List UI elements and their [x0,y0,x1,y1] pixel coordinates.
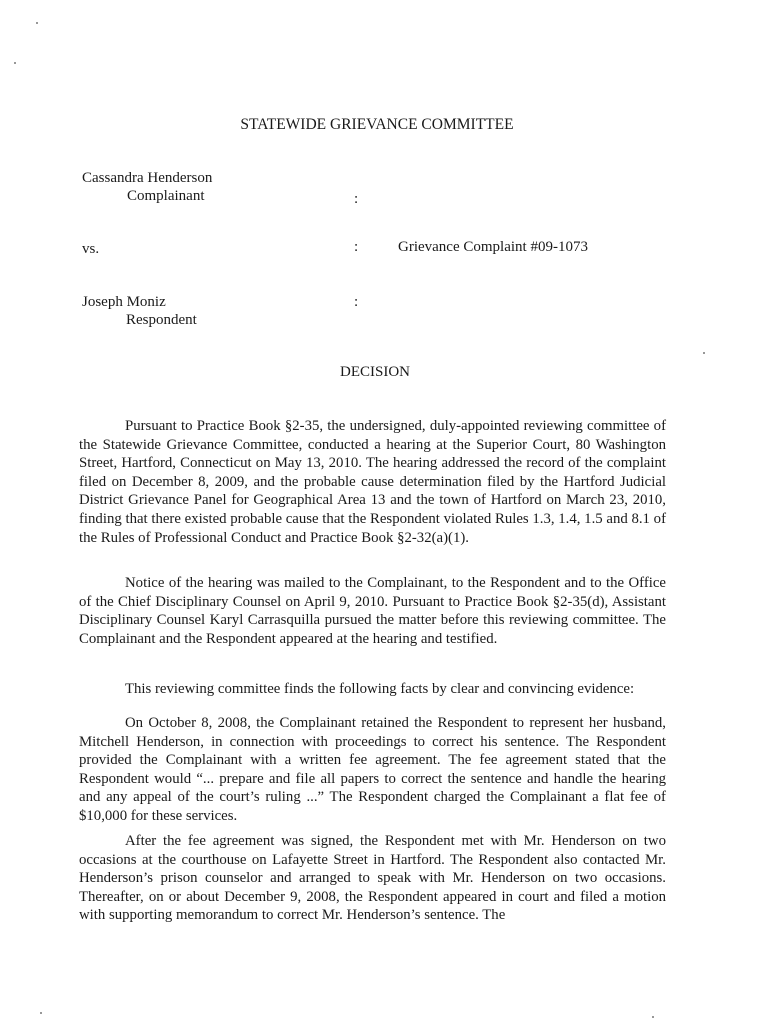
complaint-number: Grievance Complaint #09-1073 [398,239,588,255]
paragraph-text: Notice of the hearing was mailed to the Complainant, to the Respondent and to the Office of the Chief Disciplinary Counsel on April 9, 2010. Pursuant to Practice Book §2-35(d), Assistant Disciplinary Counsel Karyl Carrasquilla pursued the matter before this reviewing committee. The Complainant and the Respondent appeared at the hearing and testified. [79,575,666,647]
respondent-role: Respondent [126,312,197,328]
respondent-name: Joseph Moniz [82,294,166,310]
complainant-role: Complainant [127,188,205,204]
scan-speck [703,352,705,354]
scan-speck [14,62,16,64]
scan-speck [40,1012,42,1014]
complainant-name: Cassandra Henderson [82,170,213,186]
scan-speck [652,1016,654,1018]
paragraph-text: Pursuant to Practice Book §2-35, the undersigned, duly-appointed reviewing committee of the Statewide Grievance Committee, conducted a hearing at the Superior Court, 80 Washington Street, Hartford, Connecticut on May 13, 2010. The hearing addressed the record of the complaint filed on December 8, 2009, and the probable cause determination filed by the Hartford Judicial District Grievance Panel for Geographical Area 13 and the town of Hartford on March 23, 2010, finding that there existed probable cause that the Respondent violated Rules 1.3, 1.4, 1.5 and 8.1 of the Rules of Professional Conduct and Practice Book §2-32(a)(1). [79,418,666,546]
paragraph-text: This reviewing committee finds the following facts by clear and convincing evidence: [125,681,635,697]
paragraph-text: After the fee agreement was signed, the Respondent met with Mr. Henderson on two occasions at the courthouse on Lafayette Street in Hartford. The Respondent also contacted Mr. Henderson’s prison counselor and arranged to speak with Mr. Henderson on two occasions. Thereafter, on or about December 9, 2008, the Respondent appeared in court and filed a motion with supporting memorandum to correct Mr. Henderson’s sentence. The [79,833,666,924]
paragraph-text: On October 8, 2008, the Complainant retained the Respondent to represent her husband, Mitchell Henderson, in connection with proceedings to correct his sentence. The Respondent provided the Complainant with a written fee agreement. The fee agreement stated that the Respondent would “... prepare and file all papers to correct the sentence and handle the hearing and any appeal of the court’s ruling ...” The Respondent charged the Complainant a flat fee of $10,000 for these services. [79,715,666,824]
caption-colon: : [354,239,359,255]
paragraph [79,714,666,826]
paragraph [79,680,666,699]
scan-speck [36,22,38,24]
versus-label: vs. [82,241,100,257]
caption-colon: : [354,191,359,207]
paragraph [79,574,666,648]
document-title: STATEWIDE GRIEVANCE COMMITTEE [240,116,514,133]
paragraph [79,417,666,547]
decision-heading: DECISION [340,364,410,380]
caption-colon: : [354,294,359,310]
paragraph [79,832,666,925]
